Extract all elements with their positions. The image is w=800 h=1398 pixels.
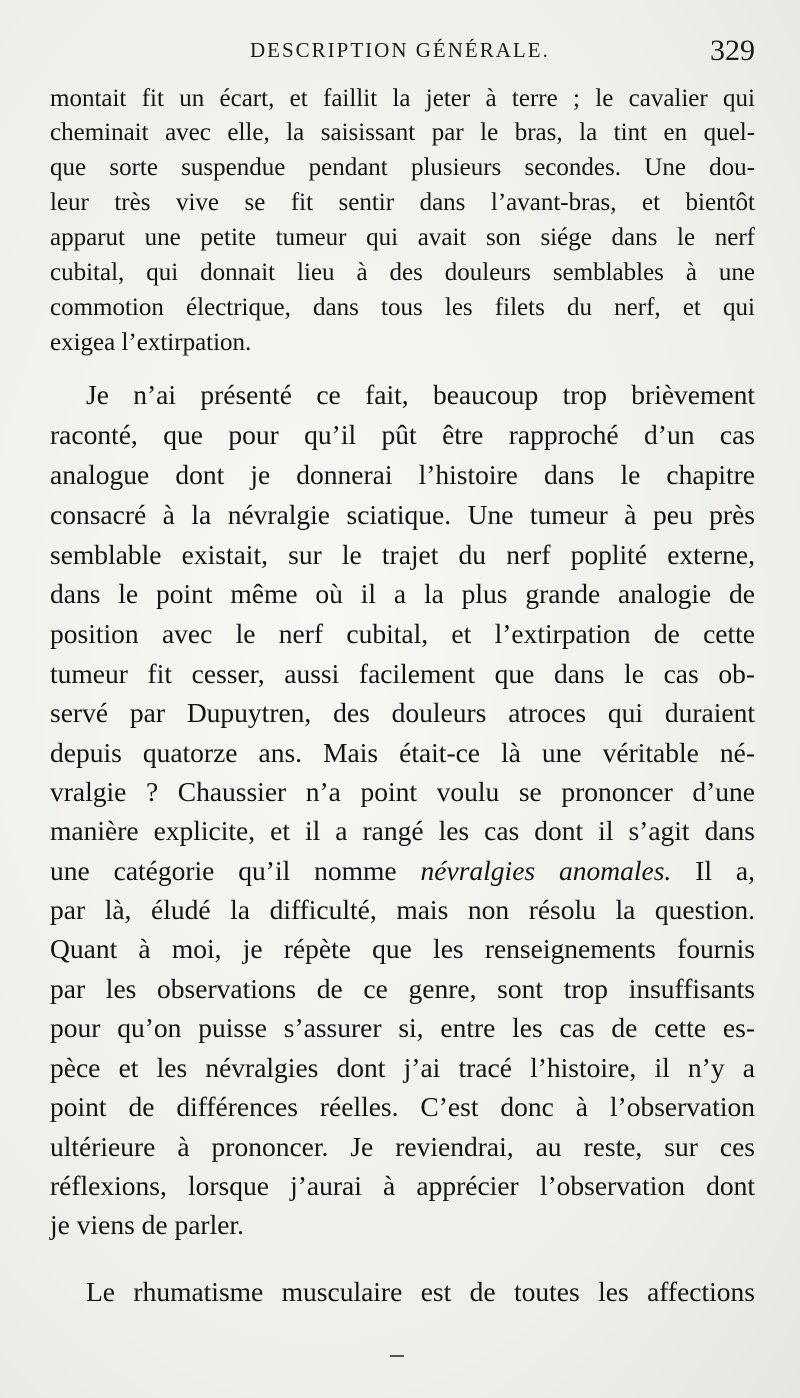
text-line: position avec le nerf cubital, et l’extirpation de cette [50,618,755,649]
text-line: que sorte suspendue pendant plusieurs secondes. Une dou- [50,154,755,181]
text-line: exigea l’extirpation. [50,329,252,356]
text-line: commotion électrique, dans tous les filets du nerf, et qui [50,294,755,321]
text-line: apparut une petite tumeur qui avait son siége dans le nerf [50,224,755,251]
text-line: réflexions, lorsque j’aurai à apprécier l’observation dont [50,1170,755,1201]
text-line: montait fit un écart, et faillit la jeter à terre ; le cavalier qui [50,85,755,112]
page-number: 329 [710,34,755,67]
text-line: analogue dont je donnerai l’histoire dans le chapitre [50,459,755,490]
text-line: leur très vive se fit sentir dans l’avant-bras, et bientôt [50,189,755,216]
text-line: pèce et les névralgies dont j’ai tracé l’histoire, il n’y a [50,1052,755,1083]
text-line: par là, éludé la difficulté, mais non résolu la question. [50,894,755,925]
text-line: cubital, qui donnait lieu à des douleurs semblables à une [50,259,755,286]
text-line: raconté, que pour qu’il pût être rapproché d’un cas [50,419,755,450]
text-line: ultérieure à prononcer. Je reviendrai, au reste, sur ces [50,1131,755,1162]
text-line: consacré à la névralgie sciatique. Une tumeur à peu près [50,499,755,530]
text-line: par les observations de ce genre, sont trop insuffisants [50,973,755,1004]
text-line: depuis quatorze ans. Mais était-ce là une véritable né- [50,737,755,768]
text-line-with-italic [50,857,755,885]
text-line: Quant à moi, je répète que les renseignements fournis [50,933,755,964]
text-line: point de différences réelles. C’est donc à l’observation [50,1091,755,1122]
text-line: tumeur fit cesser, aussi facilement que dans le cas ob- [50,658,755,689]
text-line: vralgie ? Chaussier n’a point voulu se prononcer d’une [50,776,755,807]
text-line: manière explicite, et il a rangé les cas dont il s’agit dans [50,815,755,846]
text-line: cheminait avec elle, la saisissant par le bras, la tint en quel- [50,119,755,146]
text-line: je viens de parler. [50,1209,244,1240]
text-line: dans le point même où il a la plus grande analogie de [50,578,755,609]
running-head: DESCRIPTION GÉNÉRALE. [250,38,550,62]
text-line: semblable existait, sur le trajet du nerf poplité externe, [50,539,755,570]
text-line: pour qu’on puisse s’assurer si, entre les cas de cette es- [50,1012,755,1043]
italic-term: névralgies anomales. [420,855,672,886]
page-header [50,34,755,78]
text-segment: Il a, [695,855,756,886]
text-line: servé par Dupuytren, des douleurs atroces qui duraient [50,697,755,728]
footer-mark [390,1355,404,1357]
paragraph-first-line: Le rhumatisme musculaire est de toutes les affections [86,1276,755,1307]
paragraph-first-line: Je n’ai présenté ce fait, beaucoup trop brièvement [86,379,755,410]
text-segment: une catégorie qu’il nomme [50,855,397,886]
